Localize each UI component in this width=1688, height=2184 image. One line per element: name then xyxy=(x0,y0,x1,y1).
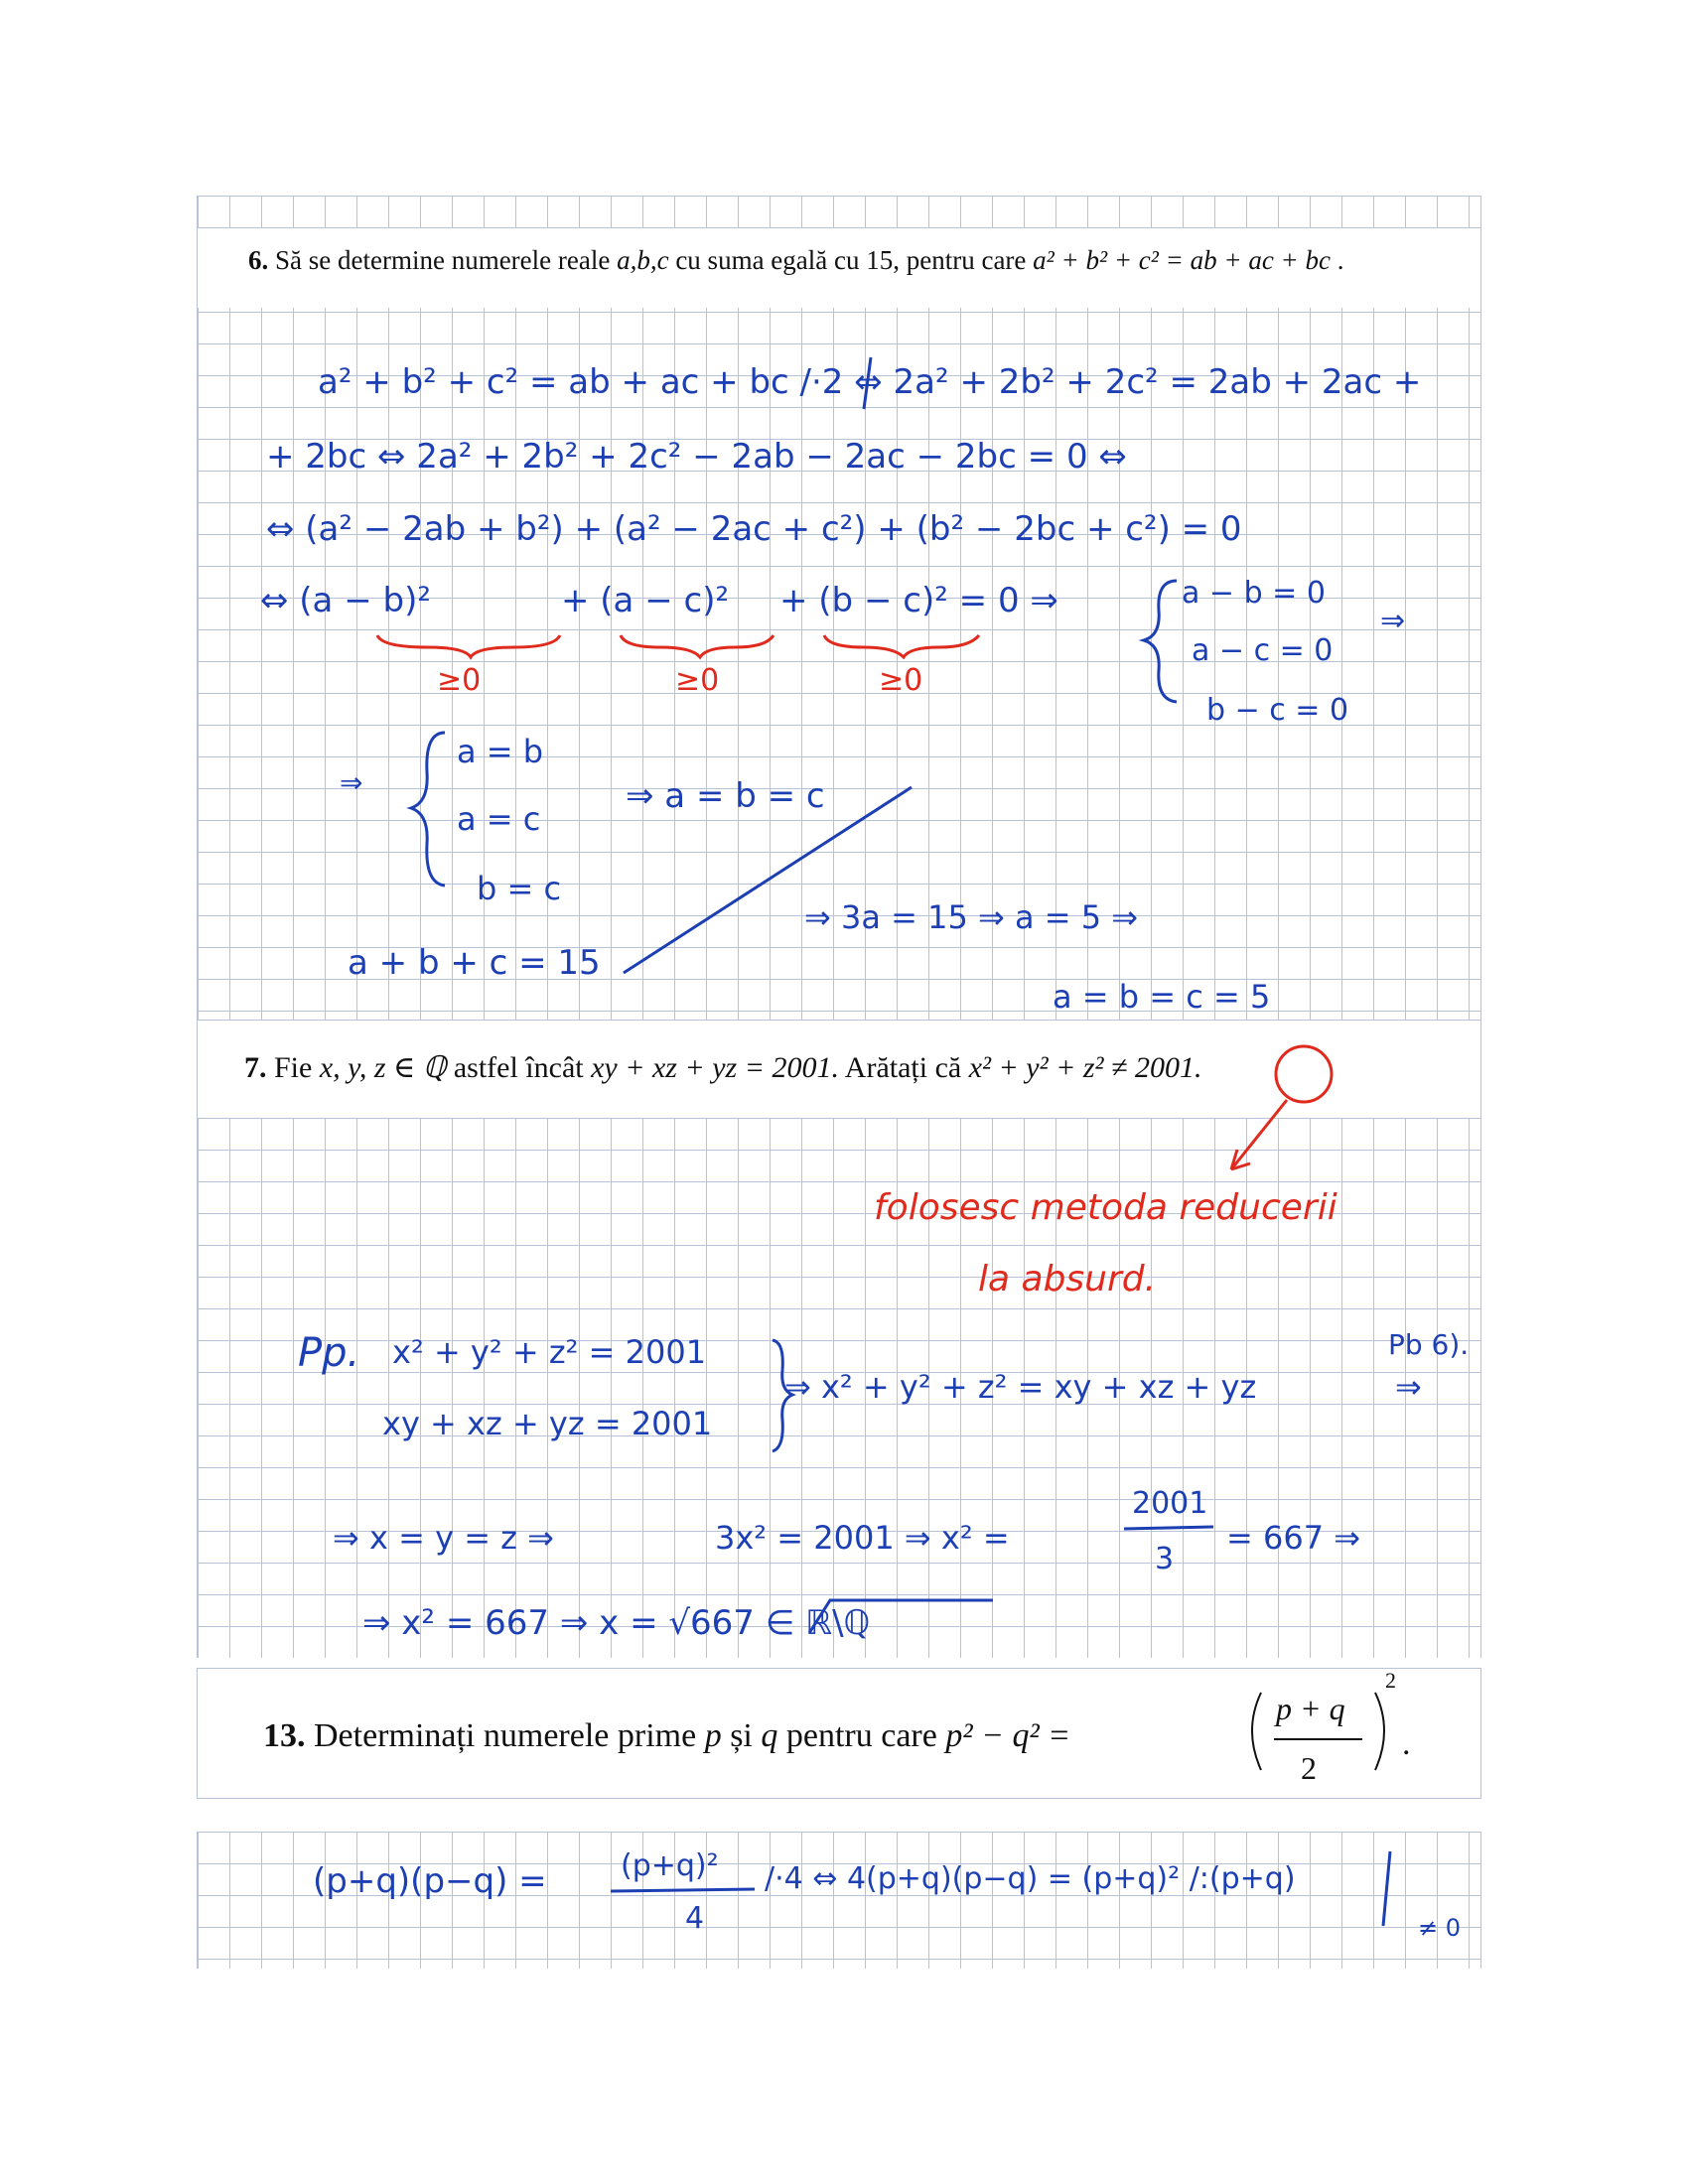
sol7-line-c1: ⇒ x² = 667 ⇒ x = √667 ∈ ℝ\ℚ xyxy=(362,1603,871,1643)
system2-eq2: a = c xyxy=(457,800,541,838)
sol7-line-b2: 3x² = 2001 ⇒ x² = xyxy=(715,1519,1010,1557)
problem-13-statement: 13. Determinați numerele prime p și q pentru care p² − q² = xyxy=(263,1717,1071,1754)
assumption-label: Pp. xyxy=(298,1330,360,1376)
exponent: 2 xyxy=(1385,1668,1396,1693)
formula: x² + y² + z² ≠ 2001. xyxy=(968,1051,1202,1084)
fraction-numerator: p + q xyxy=(1276,1691,1345,1726)
system1-eq1: a − b = 0 xyxy=(1182,576,1326,611)
sol6-equality: ⇒ a = b = c xyxy=(626,776,825,816)
nonneg-label-1: ≥0 xyxy=(437,663,482,698)
sol6-result-line: ⇒ 3a = 15 ⇒ a = 5 ⇒ xyxy=(804,898,1139,936)
sol7-line-b3: = 667 ⇒ xyxy=(1226,1519,1361,1557)
system2-eq1: a = b xyxy=(457,733,544,770)
red-note-line1: folosesc metoda reducerii xyxy=(874,1187,1337,1228)
problem-number: 13. xyxy=(263,1717,306,1754)
assumption-eq2: xy + xz + yz = 2001 xyxy=(382,1405,713,1442)
assumption-conclusion: ⇒ x² + y² + z² = xy + xz + yz xyxy=(784,1368,1257,1406)
problem-number: 6. xyxy=(248,245,269,275)
sol7-line-b1: ⇒ x = y = z ⇒ xyxy=(333,1519,554,1557)
nonneg-label-2: ≥0 xyxy=(675,663,720,698)
red-note-line2: la absurd. xyxy=(978,1259,1157,1299)
sol6-sum: a + b + c = 15 xyxy=(348,943,601,983)
nonneg-label-3: ≥0 xyxy=(879,663,923,698)
problem-6-statement: 6. Să se determine numerele reale a,b,c cu suma egală cu 15, pentru care a² + b² + c² = ab + ac + bc . xyxy=(248,245,1344,275)
sol6-term1: ⇔ (a − b)² xyxy=(260,581,431,620)
problem-number: 7. xyxy=(244,1051,267,1084)
sol6-line1: a² + b² + c² = ab + ac + bc /·2 ⇔ 2a² + 2b² + 2c² = 2ab + 2ac + xyxy=(318,362,1422,402)
sol6-final-answer: a = b = c = 5 xyxy=(1053,978,1271,1016)
sol6-term2: + (a − c)² xyxy=(561,581,730,620)
problem-7-statement: 7. Fie x, y, z ∈ ℚ astfel încât xy + xz + yz = 2001. Arătați că x² + y² + z² ≠ 2001. xyxy=(244,1051,1202,1084)
implies-arrow: ⇒ xyxy=(340,766,363,799)
sol6-term3: + (b − c)² = 0 ⇒ xyxy=(779,581,1058,620)
system1-eq2: a − c = 0 xyxy=(1192,633,1334,668)
implies-arrow: ⇒ xyxy=(1395,1368,1422,1406)
nonzero-note: ≠ 0 xyxy=(1418,1914,1462,1942)
formula: a² + b² + c² = ab + ac + bc xyxy=(1033,245,1332,275)
sol13-fraction-den: 4 xyxy=(685,1901,705,1936)
sol13-line1: (p+q)(p−q) = xyxy=(313,1861,547,1901)
assumption-eq1: x² + y² + z² = 2001 xyxy=(392,1333,707,1371)
formula: p² − q² = xyxy=(945,1717,1071,1754)
formula: xy + xz + yz = 2001. xyxy=(591,1051,839,1084)
fraction-numerator: 2001 xyxy=(1132,1486,1208,1521)
implies-arrow: ⇒ xyxy=(1380,604,1406,638)
sol6-line2: + 2bc ⇔ 2a² + 2b² + 2c² − 2ab − 2ac − 2bc = 0 ⇔ xyxy=(266,437,1127,477)
sol13-fraction-num: (p+q)² xyxy=(621,1848,719,1883)
statement-end: . xyxy=(1402,1725,1411,1762)
fraction-denominator: 3 xyxy=(1155,1542,1175,1576)
sol6-line3: ⇔ (a² − 2ab + b²) + (a² − 2ac + c²) + (b² − 2bc + c²) = 0 xyxy=(266,509,1242,549)
system2-eq3: b = c xyxy=(477,870,562,907)
fraction-denominator: 2 xyxy=(1301,1750,1317,1786)
system1-eq3: b − c = 0 xyxy=(1206,693,1349,728)
sol13-line2: /·4 ⇔ 4(p+q)(p−q) = (p+q)² /:(p+q) xyxy=(765,1861,1296,1896)
problem-6-reference: Pb 6). xyxy=(1388,1328,1470,1361)
